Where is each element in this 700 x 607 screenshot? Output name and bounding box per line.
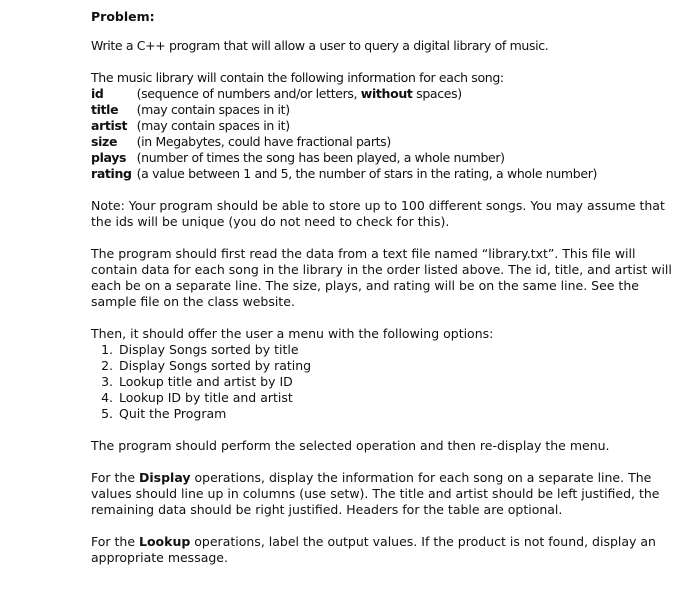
paragraph-text: operations, display the information for each song on a separate line. The values should line up in columns (use setw). The title and artist should be left justified, the remaining data should be right justified. Headers for the table are optional. bbox=[91, 470, 660, 517]
perform-paragraph: The program should perform the selected operation and then re-display the menu. bbox=[91, 438, 610, 453]
fields-intro: The music library will contain the following information for each song: bbox=[91, 70, 504, 85]
paragraph-text: For the bbox=[91, 534, 139, 549]
field-desc-id bbox=[137, 86, 681, 102]
field-desc-plays: (number of times the song has been played, a whole number) bbox=[136, 150, 505, 165]
menu-intro: Then, it should offer the user a menu with the following options: bbox=[91, 326, 494, 341]
read-file-paragraph: The program should first read the data from a text file named “library.txt”. This file will contain data for each song in the library in the order listed above. The id, title, and artist will each be on a separate line. The size, plays, and rating will be on the same line. See the sample file on the class website. bbox=[91, 246, 672, 309]
paragraph-text: operations, label the output values. If the product is not found, display an appropriate message. bbox=[91, 534, 656, 565]
field-key-rating: rating bbox=[91, 166, 132, 181]
field-desc-artist: (may contain spaces in it) bbox=[136, 118, 290, 133]
field-key-size: size bbox=[91, 134, 118, 149]
assignment-document bbox=[91, 9, 681, 582]
note-paragraph: Note: Your program should be able to store up to 100 different songs. You may assume that the ids will be unique (you do not need to check for this). bbox=[91, 198, 665, 229]
menu-option: 4. Lookup ID by title and artist bbox=[117, 390, 681, 406]
field-desc-size: (in Megabytes, could have fractional parts) bbox=[136, 134, 391, 149]
paragraph-emphasis: Lookup bbox=[139, 534, 191, 549]
menu-option: 5. Quit the Program bbox=[117, 406, 681, 422]
field-key-title: title bbox=[91, 102, 119, 117]
field-key-id: id bbox=[91, 86, 104, 101]
problem-heading: Problem: bbox=[91, 9, 155, 24]
intro-text: Write a C++ program that will allow a user to query a digital library of music. bbox=[91, 38, 549, 53]
field-desc-text: (sequence of numbers and/or letters, bbox=[136, 86, 361, 101]
menu-option: 1. Display Songs sorted by title bbox=[117, 342, 681, 358]
lookup-paragraph bbox=[91, 534, 681, 566]
menu-options-list bbox=[91, 342, 681, 422]
paragraph-text: For the bbox=[91, 470, 139, 485]
display-paragraph bbox=[91, 470, 681, 518]
field-list bbox=[91, 86, 681, 182]
field-key-artist: artist bbox=[91, 118, 128, 133]
menu-option: 2. Display Songs sorted by rating bbox=[117, 358, 681, 374]
field-desc-title: (may contain spaces in it) bbox=[136, 102, 290, 117]
field-desc-emphasis: without bbox=[360, 86, 413, 101]
field-key-plays: plays bbox=[91, 150, 127, 165]
menu-option: 3. Lookup title and artist by ID bbox=[117, 374, 681, 390]
field-desc-text: spaces) bbox=[412, 86, 462, 101]
field-desc-rating: (a value between 1 and 5, the number of stars in the rating, a whole number) bbox=[136, 166, 598, 181]
paragraph-emphasis: Display bbox=[139, 470, 191, 485]
